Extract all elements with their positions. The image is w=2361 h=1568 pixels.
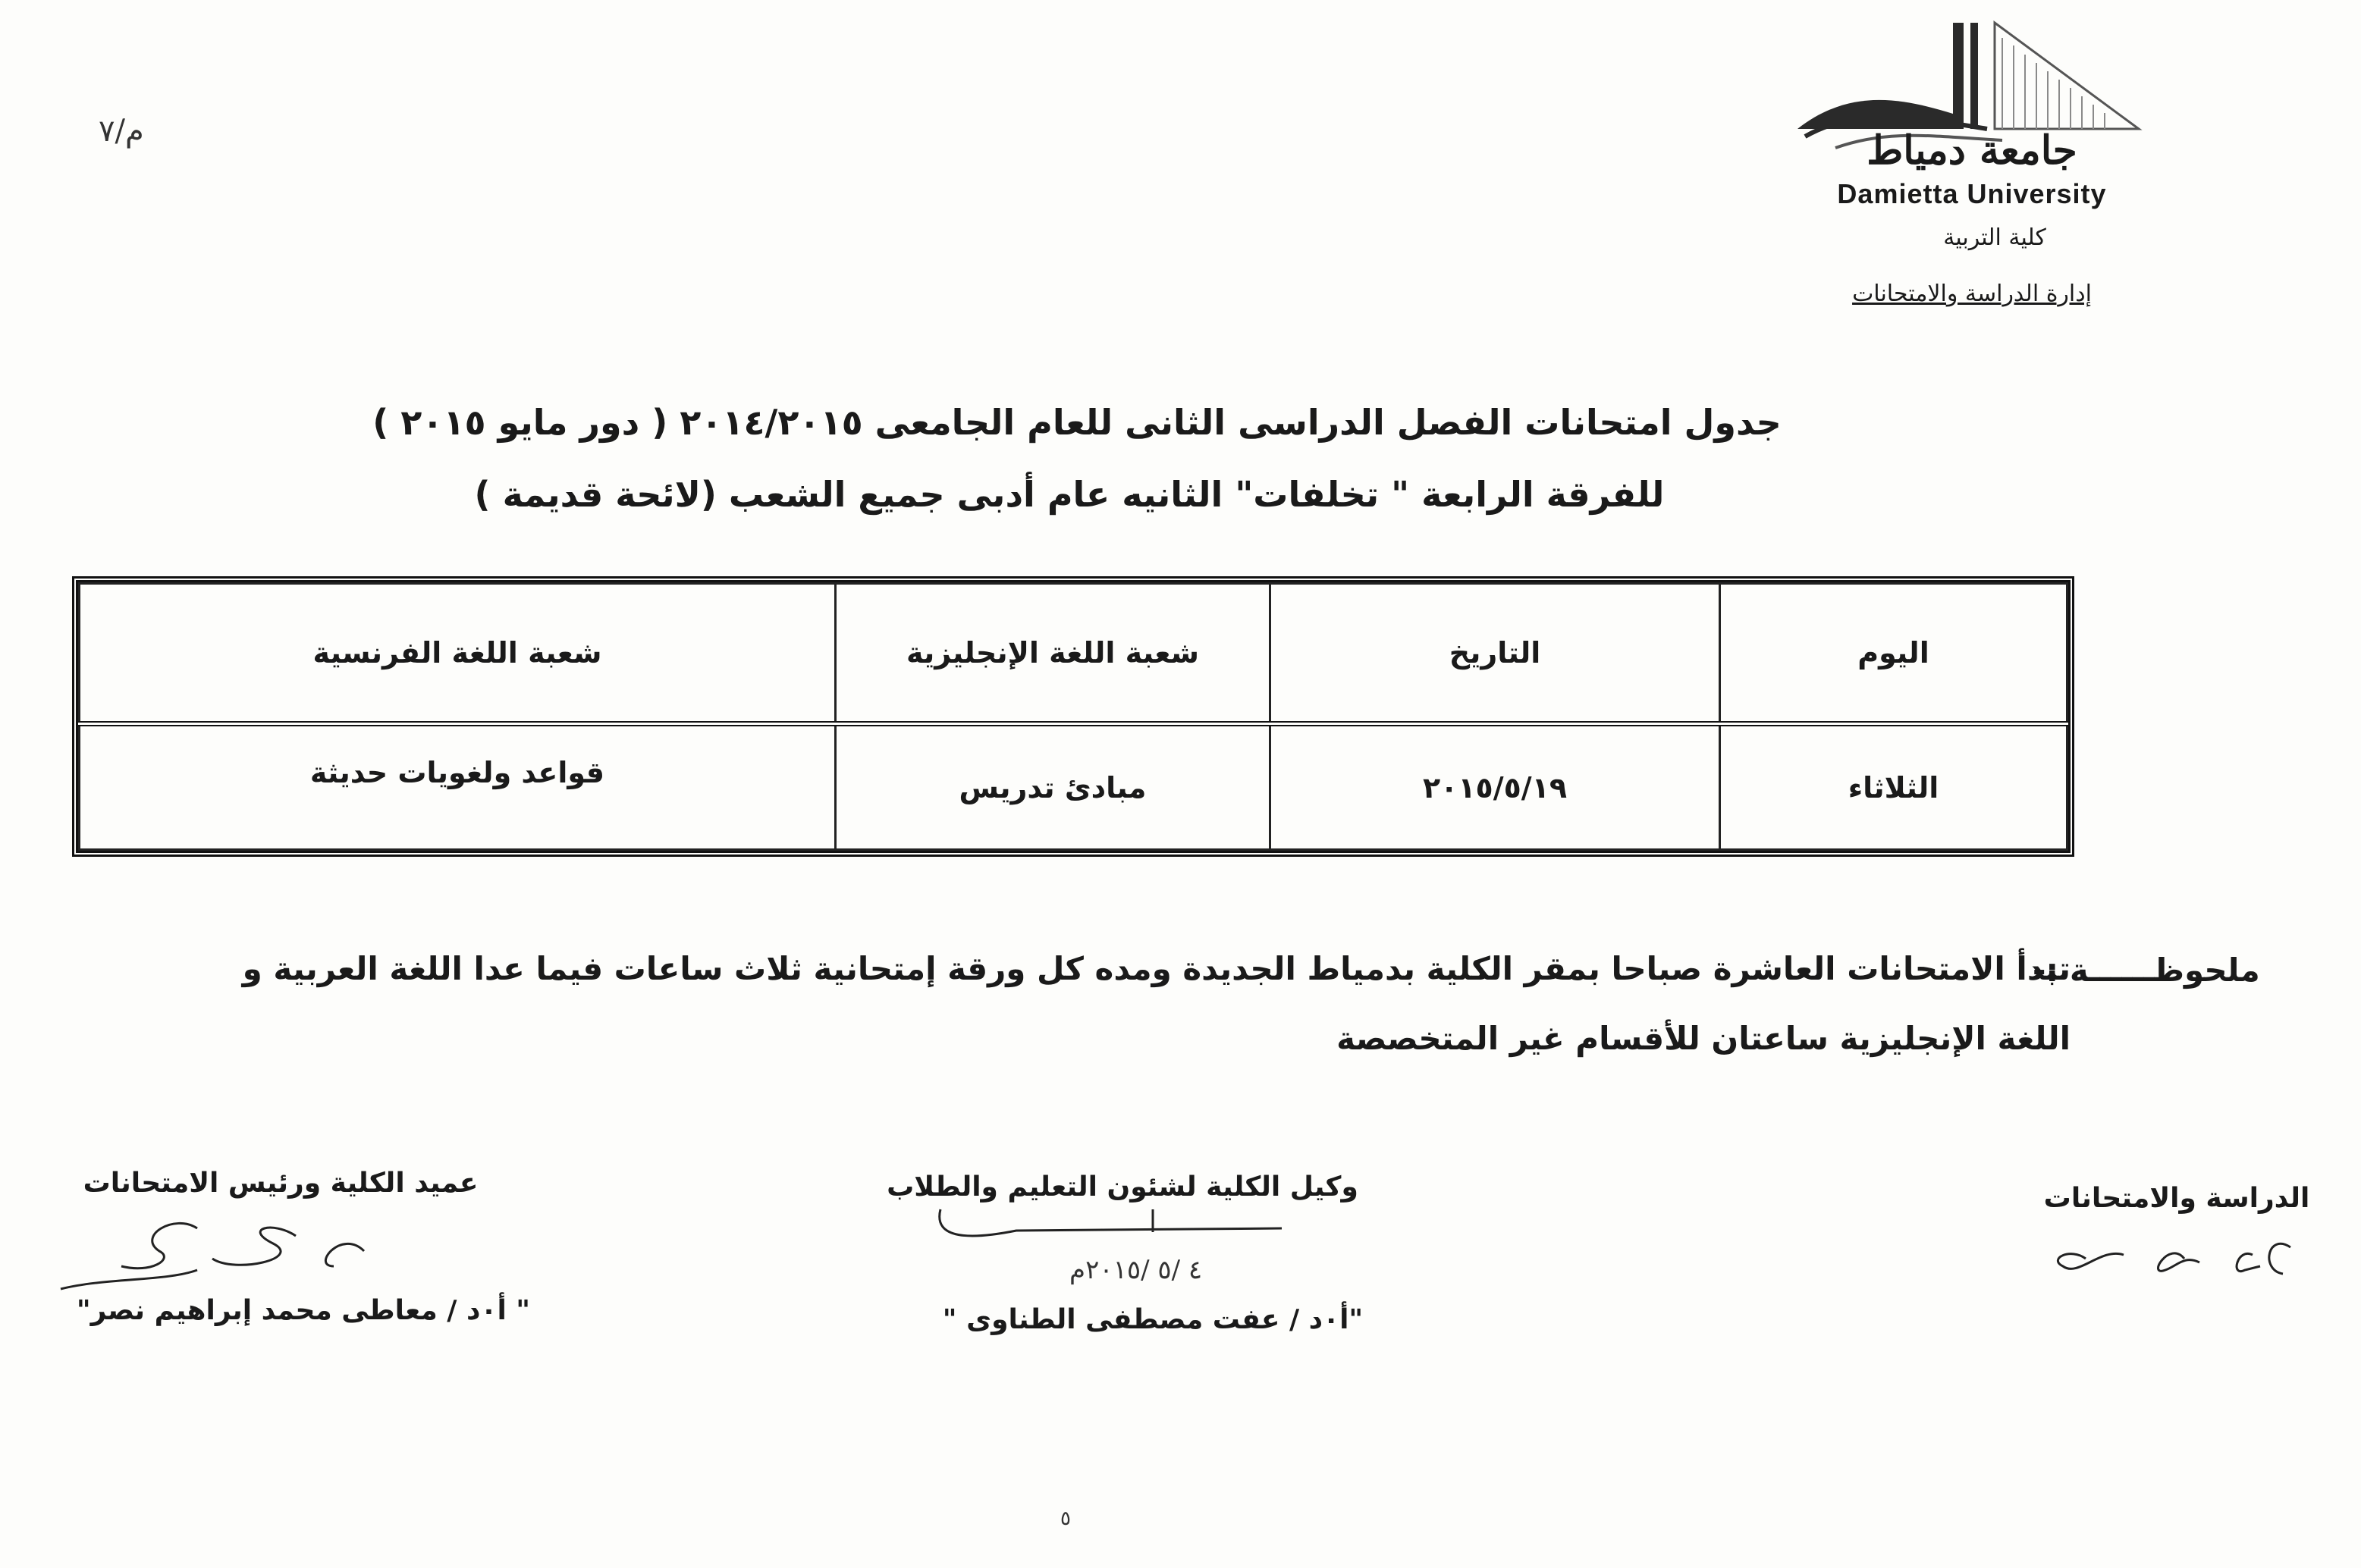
signature-date: ٤ /٥ /٢٠١٥م — [1069, 1255, 1203, 1285]
signature-vice-dean-title: وكيل الكلية لشئون التعليم والطلاب — [887, 1171, 1358, 1203]
signature-dean-name: " أ٠د / معاطى محمد إبراهيم نصر" — [76, 1295, 531, 1326]
header-english-division: شعبة اللغة الإنجليزية — [836, 584, 1270, 724]
page-subtitle: للفرقة الرابعة " تخلفات" الثانيه عام أدبى جميع الشعب (لائحة قديمة ) — [474, 474, 1665, 515]
cell-date: ٢٠١٥/٥/١٩ — [1270, 724, 1720, 850]
signature-vice-dean-name: "أ٠د / عفت مصطفى الطناوى " — [942, 1304, 1364, 1335]
cell-day: الثلاثاء — [1720, 724, 2067, 850]
page-number: ٥ — [1060, 1507, 1071, 1530]
reference-code: م/٧ — [99, 114, 144, 149]
header-day: اليوم — [1720, 584, 2067, 724]
handwritten-signature-right — [2033, 1225, 2306, 1293]
header-french-division: شعبة اللغة الفرنسية — [80, 584, 836, 724]
department-name: إدارة الدراسة والامتحانات — [1852, 281, 2092, 307]
note-text: تبدأ الامتحانات العاشرة صباحا بمقر الكلية بدمياط الجديدة ومده كل ورقة إمتحانية ثلاث ساعات فيما عدا اللغة العربية و اللغة الإنجليزية ساعتان للأقسام غير المتخصصة — [242, 950, 2071, 1057]
cell-english-subject: مبادئ تدريس — [836, 724, 1270, 850]
header-date: التاريخ — [1270, 584, 1720, 724]
exam-schedule-table — [72, 576, 2074, 857]
table-header-row — [80, 584, 2067, 724]
cell-french-subject: قواعد ولغويات حديثة — [309, 755, 605, 789]
cell-french-subject-wrap — [80, 724, 836, 850]
page-title: جدول امتحانات الفصل الدراسى الثانى للعام الجامعى ٢٠١٤/٢٠١٥ ( دور مايو ٢٠١٥ ) — [372, 402, 1782, 443]
signature-dean-title: عميد الكلية ورئيس الامتحانات — [83, 1168, 479, 1199]
university-name-english: Damietta University — [1837, 178, 2107, 209]
handwritten-signature-middle — [925, 1187, 1289, 1255]
handwritten-signature-left — [46, 1206, 379, 1297]
table-row — [80, 724, 2067, 850]
signature-studies-exams-title: الدراسة والامتحانات — [2043, 1183, 2310, 1214]
note-label: ملحوظــــــة :- — [2033, 952, 2260, 989]
faculty-name: كلية التربية — [1943, 224, 2046, 251]
university-name-arabic: جامعة دمياط — [1867, 127, 2077, 174]
